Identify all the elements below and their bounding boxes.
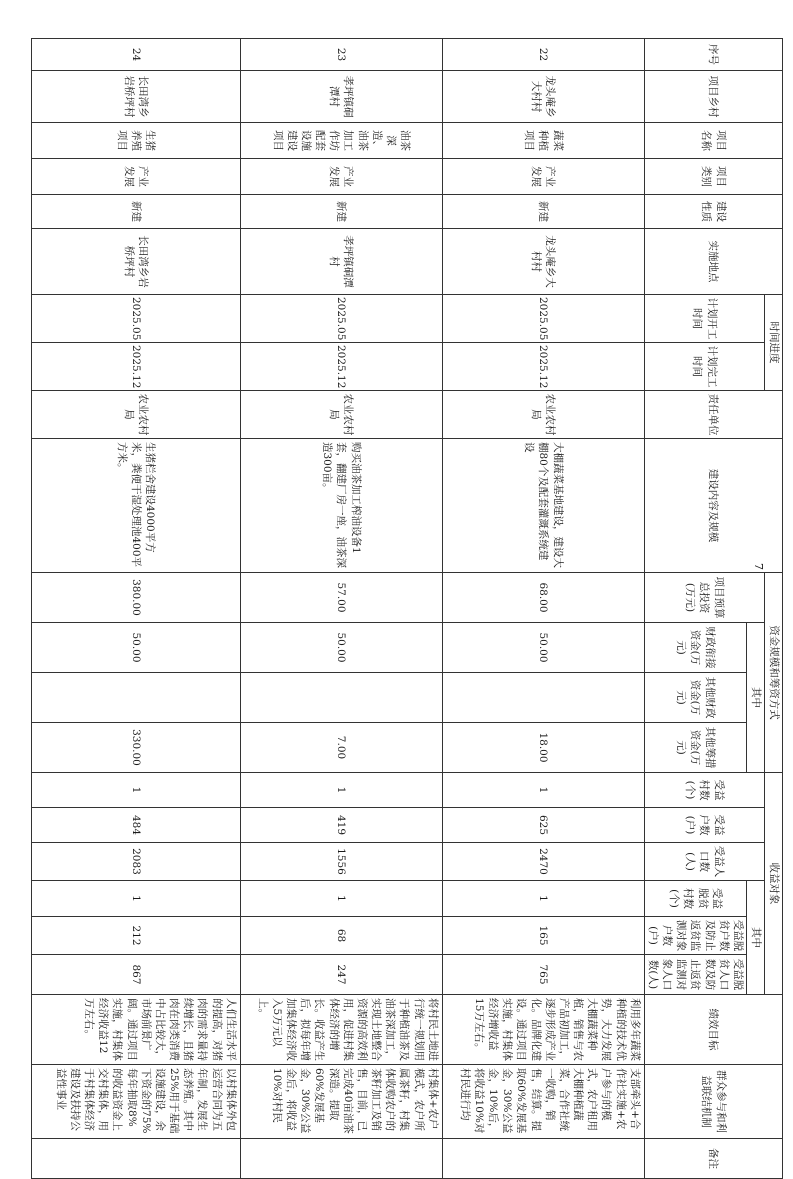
header-finish: 计划完工时间 [644, 343, 764, 391]
cell-poor-households: 212 [31, 917, 240, 955]
cell-nature: 新建 [442, 195, 644, 229]
table-row [31, 39, 240, 1179]
cell-ben-households: 419 [240, 808, 442, 843]
cell-other-fiscal [31, 673, 240, 723]
cell-fiscal: 50.00 [31, 623, 240, 673]
header-poor-villages: 受益脱贫村数(个) [644, 881, 746, 917]
cell-finish: 2025.12 [442, 343, 644, 391]
table-row [240, 39, 442, 1179]
cell-ben-villages: 1 [442, 773, 644, 808]
cell-finish: 2025.12 [240, 343, 442, 391]
project-table [31, 38, 783, 1179]
cell-mechanism: 以村集体外包运营合同为五年制，发展生态养殖。其中25%用于基础设施建设，余下资金的75%每年抽取8%的收益资金上交村集体，用于村集体经济建设及扶持公益性事业 [31, 1065, 240, 1139]
cell-budget: 57.00 [240, 573, 442, 623]
header-ben-people: 受益人口数(人) [644, 843, 764, 881]
cell-ben-households: 625 [442, 808, 644, 843]
header-mechanism: 群众参与和利益联结机制 [644, 1065, 782, 1139]
header-start: 计划开工时间 [644, 295, 764, 343]
header-other-fiscal: 其他财政资金(万元) [644, 673, 746, 723]
cell-other-fiscal [442, 673, 644, 723]
cell-village: 龙头庵乡大村村 [442, 71, 644, 123]
cell-unit: 农业农村局 [442, 391, 644, 439]
header-village: 项目乡村 [644, 71, 782, 123]
cell-start: 2025.05 [240, 295, 442, 343]
cell-ben-people: 2083 [31, 843, 240, 881]
page-number: 7 [752, 563, 765, 570]
cell-ben-people: 1556 [240, 843, 442, 881]
cell-location: 孝坪镇硐潭村 [240, 229, 442, 295]
rotated-table-page [38, 38, 783, 1170]
header-name: 项目名称 [644, 123, 782, 159]
header-funding-of-which: 其中 [747, 623, 765, 773]
cell-ben-villages: 1 [31, 773, 240, 808]
header-beneficiaries: 收益对象 [765, 773, 783, 995]
cell-location: 龙头庵乡大村村 [442, 229, 644, 295]
header-ben-villages: 受益村数(个) [644, 773, 764, 808]
cell-goals: 将村民土地进行统一规划用于种植油茶及油茶深加工，实现土地整合资源的高效利用，促进村集体经济的增长。收益产生后，拟每年增加集体经济收入5万元以上。 [240, 995, 442, 1065]
cell-seq: 23 [240, 39, 442, 71]
cell-poor-households: 165 [442, 917, 644, 955]
header-category: 项目类别 [644, 159, 782, 195]
cell-start: 2025.05 [442, 295, 644, 343]
header-budget: 项目预算总投资(万元) [644, 573, 764, 623]
cell-location: 长田湾乡岩桥坪村 [31, 229, 240, 295]
cell-remark [442, 1139, 644, 1179]
header-location: 实施地点 [644, 229, 782, 295]
header-ben-households: 受益户数(户) [644, 808, 764, 843]
cell-poor-people: 247 [240, 955, 442, 995]
header-poor-households: 受益脱贫户数及防止返贫监测对象户数(户) [644, 917, 746, 955]
header-content: 建设内容及规模 [644, 439, 782, 573]
header-ben-of-which: 其中 [747, 881, 765, 995]
header-funding: 资金规模和筹资方式 [765, 573, 783, 773]
header-seq: 序号 [644, 39, 782, 71]
table-row [442, 39, 644, 1179]
cell-unit: 农业农村局 [31, 391, 240, 439]
cell-other-raised: 7.00 [240, 723, 442, 773]
cell-name: 蔬菜种植项目 [442, 123, 644, 159]
cell-category: 产业发展 [31, 159, 240, 195]
cell-remark [240, 1139, 442, 1179]
cell-budget: 380.00 [31, 573, 240, 623]
cell-ben-villages: 1 [240, 773, 442, 808]
cell-category: 产业发展 [442, 159, 644, 195]
header-unit: 责任单位 [644, 391, 782, 439]
cell-other-raised: 18.00 [442, 723, 644, 773]
header-remark: 备注 [644, 1139, 782, 1179]
header-poor-people: 受益脱贫人口数及防止返贫监测对象人口数(人) [644, 955, 746, 995]
cell-nature: 新建 [240, 195, 442, 229]
header-nature: 建设性质 [644, 195, 782, 229]
header-goals: 绩效目标 [644, 995, 782, 1065]
cell-mechanism: 村集体+农户模式，农户所属茶籽，村集体收购农户的茶籽加工及销售，目前，已完成40亩油茶深造。提取60%发展基金，30%公益金后，将收益10%对村民 [240, 1065, 442, 1139]
header-fiscal: 财政衔接资金(万元) [644, 623, 746, 673]
cell-poor-households: 68 [240, 917, 442, 955]
cell-fiscal: 50.00 [240, 623, 442, 673]
header-schedule: 时间进度 [765, 295, 783, 391]
cell-budget: 68.00 [442, 573, 644, 623]
cell-category: 产业发展 [240, 159, 442, 195]
cell-remark [31, 1139, 240, 1179]
cell-poor-villages: 1 [442, 881, 644, 917]
cell-seq: 22 [442, 39, 644, 71]
cell-other-fiscal [240, 673, 442, 723]
cell-seq: 24 [31, 39, 240, 71]
cell-content: 生猪栏舍建设4000平方米，粪便干湿处理池400平方米。 [31, 439, 240, 573]
cell-ben-people: 2470 [442, 843, 644, 881]
cell-start: 2025.05 [31, 295, 240, 343]
cell-village: 孝坪镇硐潭村 [240, 71, 442, 123]
cell-nature: 新建 [31, 195, 240, 229]
cell-name: 油茶深造、油茶加工作坊配套设施建设项目 [240, 123, 442, 159]
cell-content: 购买油茶加工榨油设备1套，翻建厂房一座，油茶深造300亩。 [240, 439, 442, 573]
cell-mechanism: 支部牵头+合作社实施+农户参与的模式，农户租用大棚种植蔬菜，合作社统一收购，销售，结算。提取60%发展基金，30%公益金，10%后，将收益10%对村民进行均 [442, 1065, 644, 1139]
cell-fiscal: 50.00 [442, 623, 644, 673]
cell-content: 大棚蔬菜基地建设，建设大棚80个及配套灌溉系统建设 [442, 439, 644, 573]
cell-village: 长田湾乡岩桥坪村 [31, 71, 240, 123]
cell-finish: 2025.12 [31, 343, 240, 391]
cell-poor-villages: 1 [240, 881, 442, 917]
cell-ben-households: 484 [31, 808, 240, 843]
cell-other-raised: 330.00 [31, 723, 240, 773]
cell-poor-people: 867 [31, 955, 240, 995]
header-other-raised: 其他筹措资金(万元) [644, 723, 746, 773]
cell-poor-villages: 1 [31, 881, 240, 917]
cell-unit: 农业农村局 [240, 391, 442, 439]
cell-goals: 利用多年蔬菜种植的技术优势，大力发展大棚蔬菜种植，销售与农产品初加工，逐步形成产业化。品牌化建设。通过项目实施，村集体经济增收益15万左右。 [442, 995, 644, 1065]
cell-goals: 人们生活水平的提高，对猪肉的需求量持续增长，且猪肉在肉类消费中占比较大，市场前景广阔。通过项目实施，村集体经济收益12万左右。 [31, 995, 240, 1065]
cell-poor-people: 765 [442, 955, 644, 995]
cell-name: 生猪养殖项目 [31, 123, 240, 159]
